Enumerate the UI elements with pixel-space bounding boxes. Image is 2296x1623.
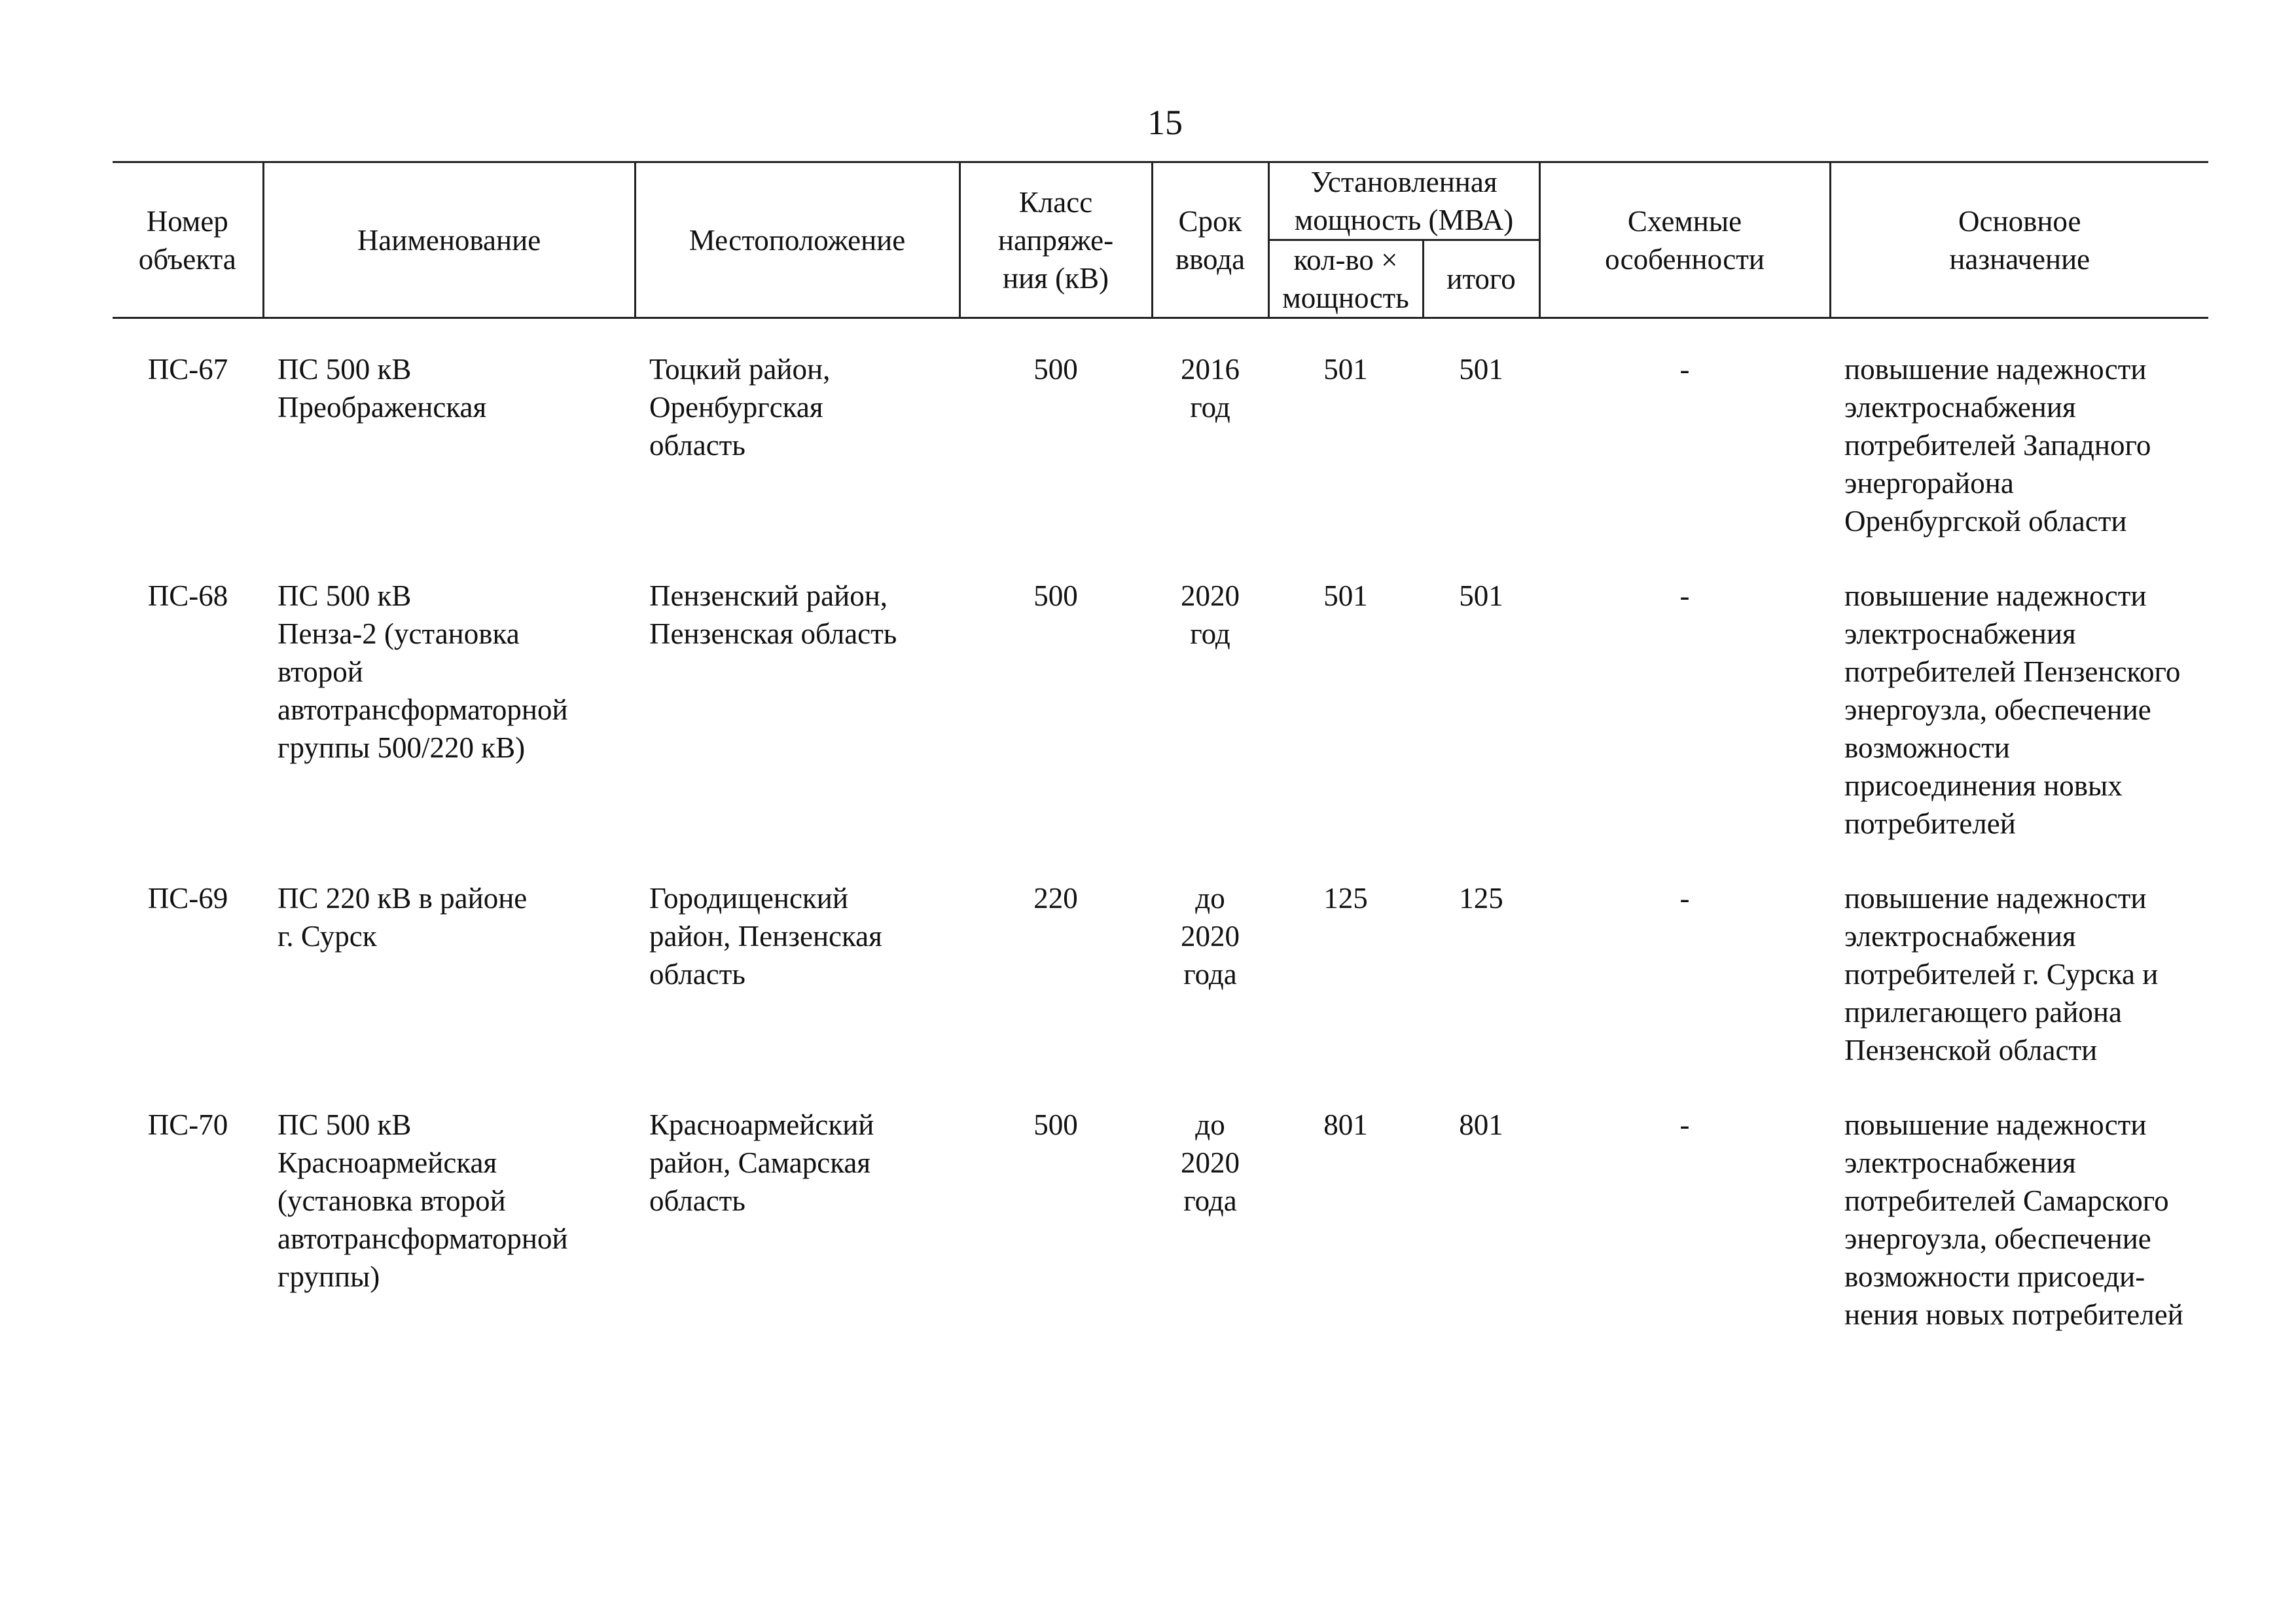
cell-scheme: - xyxy=(1679,882,1690,915)
substations-table xyxy=(113,161,2208,1370)
cell-qty-power: 501 xyxy=(1323,353,1368,386)
table-row xyxy=(113,879,2208,1106)
cell-name: ПС 500 кВ Преображенская xyxy=(278,353,487,424)
cell-name: ПС 500 кВ Красноармейская (установка второй автотрансформаторной группы) xyxy=(278,1108,568,1293)
header-scheme: Схемные особенности xyxy=(1539,162,1830,318)
table xyxy=(113,161,2208,1370)
cell-name: ПС 220 кВ в районе г. Сурск xyxy=(278,882,528,953)
cell-scheme: - xyxy=(1679,1108,1690,1141)
cell-voltage-class: 500 xyxy=(1033,1108,1078,1141)
cell-qty-power: 501 xyxy=(1323,579,1368,612)
cell-purpose: повышение надежности электроснабжения потребителей Самарского энергоузла, обеспечение возможности присоеди- нения новых потребителей xyxy=(1844,1108,2183,1331)
cell-purpose: повышение надежности электроснабжения потребителей Западного энергорайона Оренбургской области xyxy=(1844,353,2151,538)
cell-term: до 2020 года xyxy=(1181,1108,1240,1217)
cell-location: Тоцкий район, Оренбургская область xyxy=(649,353,831,462)
header-term: Срок ввода xyxy=(1152,162,1268,318)
header-total: итого xyxy=(1423,240,1539,318)
table-row xyxy=(113,350,2208,577)
cell-scheme: - xyxy=(1679,579,1690,612)
cell-total: 801 xyxy=(1459,1108,1503,1141)
cell-location: Городищенский район, Пензенская область xyxy=(649,882,882,991)
header-location: Местоположение xyxy=(635,162,960,318)
cell-num: ПС-70 xyxy=(147,1108,228,1141)
cell-name: ПС 500 кВ Пенза-2 (установка второй автотрансформаторной группы 500/220 кВ) xyxy=(278,579,568,764)
cell-qty-power: 125 xyxy=(1323,882,1368,915)
table-body xyxy=(113,318,2208,1371)
cell-voltage-class: 500 xyxy=(1033,353,1078,386)
header-voltage-class: Класс напряже- ния (кВ) xyxy=(960,162,1152,318)
cell-total: 501 xyxy=(1459,353,1503,386)
page-number: 15 xyxy=(1147,103,1183,142)
header-qty-power: кол-во × мощность xyxy=(1268,240,1423,318)
cell-qty-power: 801 xyxy=(1323,1108,1368,1141)
cell-total: 125 xyxy=(1459,882,1503,915)
cell-location: Красноармейский район, Самарская область xyxy=(649,1108,874,1217)
cell-num: ПС-68 xyxy=(147,579,228,612)
cell-term: 2020 год xyxy=(1181,579,1240,650)
header-capacity-group: Установленная мощность (МВА) xyxy=(1268,162,1539,240)
header-num: Номер объекта xyxy=(113,162,263,318)
cell-purpose: повышение надежности электроснабжения потребителей Пензенского энергоузла, обеспечение возможности присоединения новых потребителей xyxy=(1844,579,2181,840)
cell-num: ПС-67 xyxy=(147,353,228,386)
table-spacer xyxy=(113,318,2208,351)
cell-term: 2016 год xyxy=(1181,353,1240,424)
cell-location: Пензенский район, Пензенская область xyxy=(649,579,897,650)
cell-term: до 2020 года xyxy=(1181,882,1240,991)
table-row xyxy=(113,577,2208,879)
table-header xyxy=(113,162,2208,318)
header-name: Наименование xyxy=(263,162,635,318)
header-purpose: Основное назначение xyxy=(1830,162,2208,318)
cell-purpose: повышение надежности электроснабжения потребителей г. Сурска и прилегающего района Пензенской области xyxy=(1844,882,2159,1067)
cell-num: ПС-69 xyxy=(147,882,228,915)
cell-scheme: - xyxy=(1679,353,1690,386)
table-row xyxy=(113,1106,2208,1370)
cell-voltage-class: 500 xyxy=(1033,579,1078,612)
cell-voltage-class: 220 xyxy=(1033,882,1078,915)
cell-total: 501 xyxy=(1459,579,1503,612)
